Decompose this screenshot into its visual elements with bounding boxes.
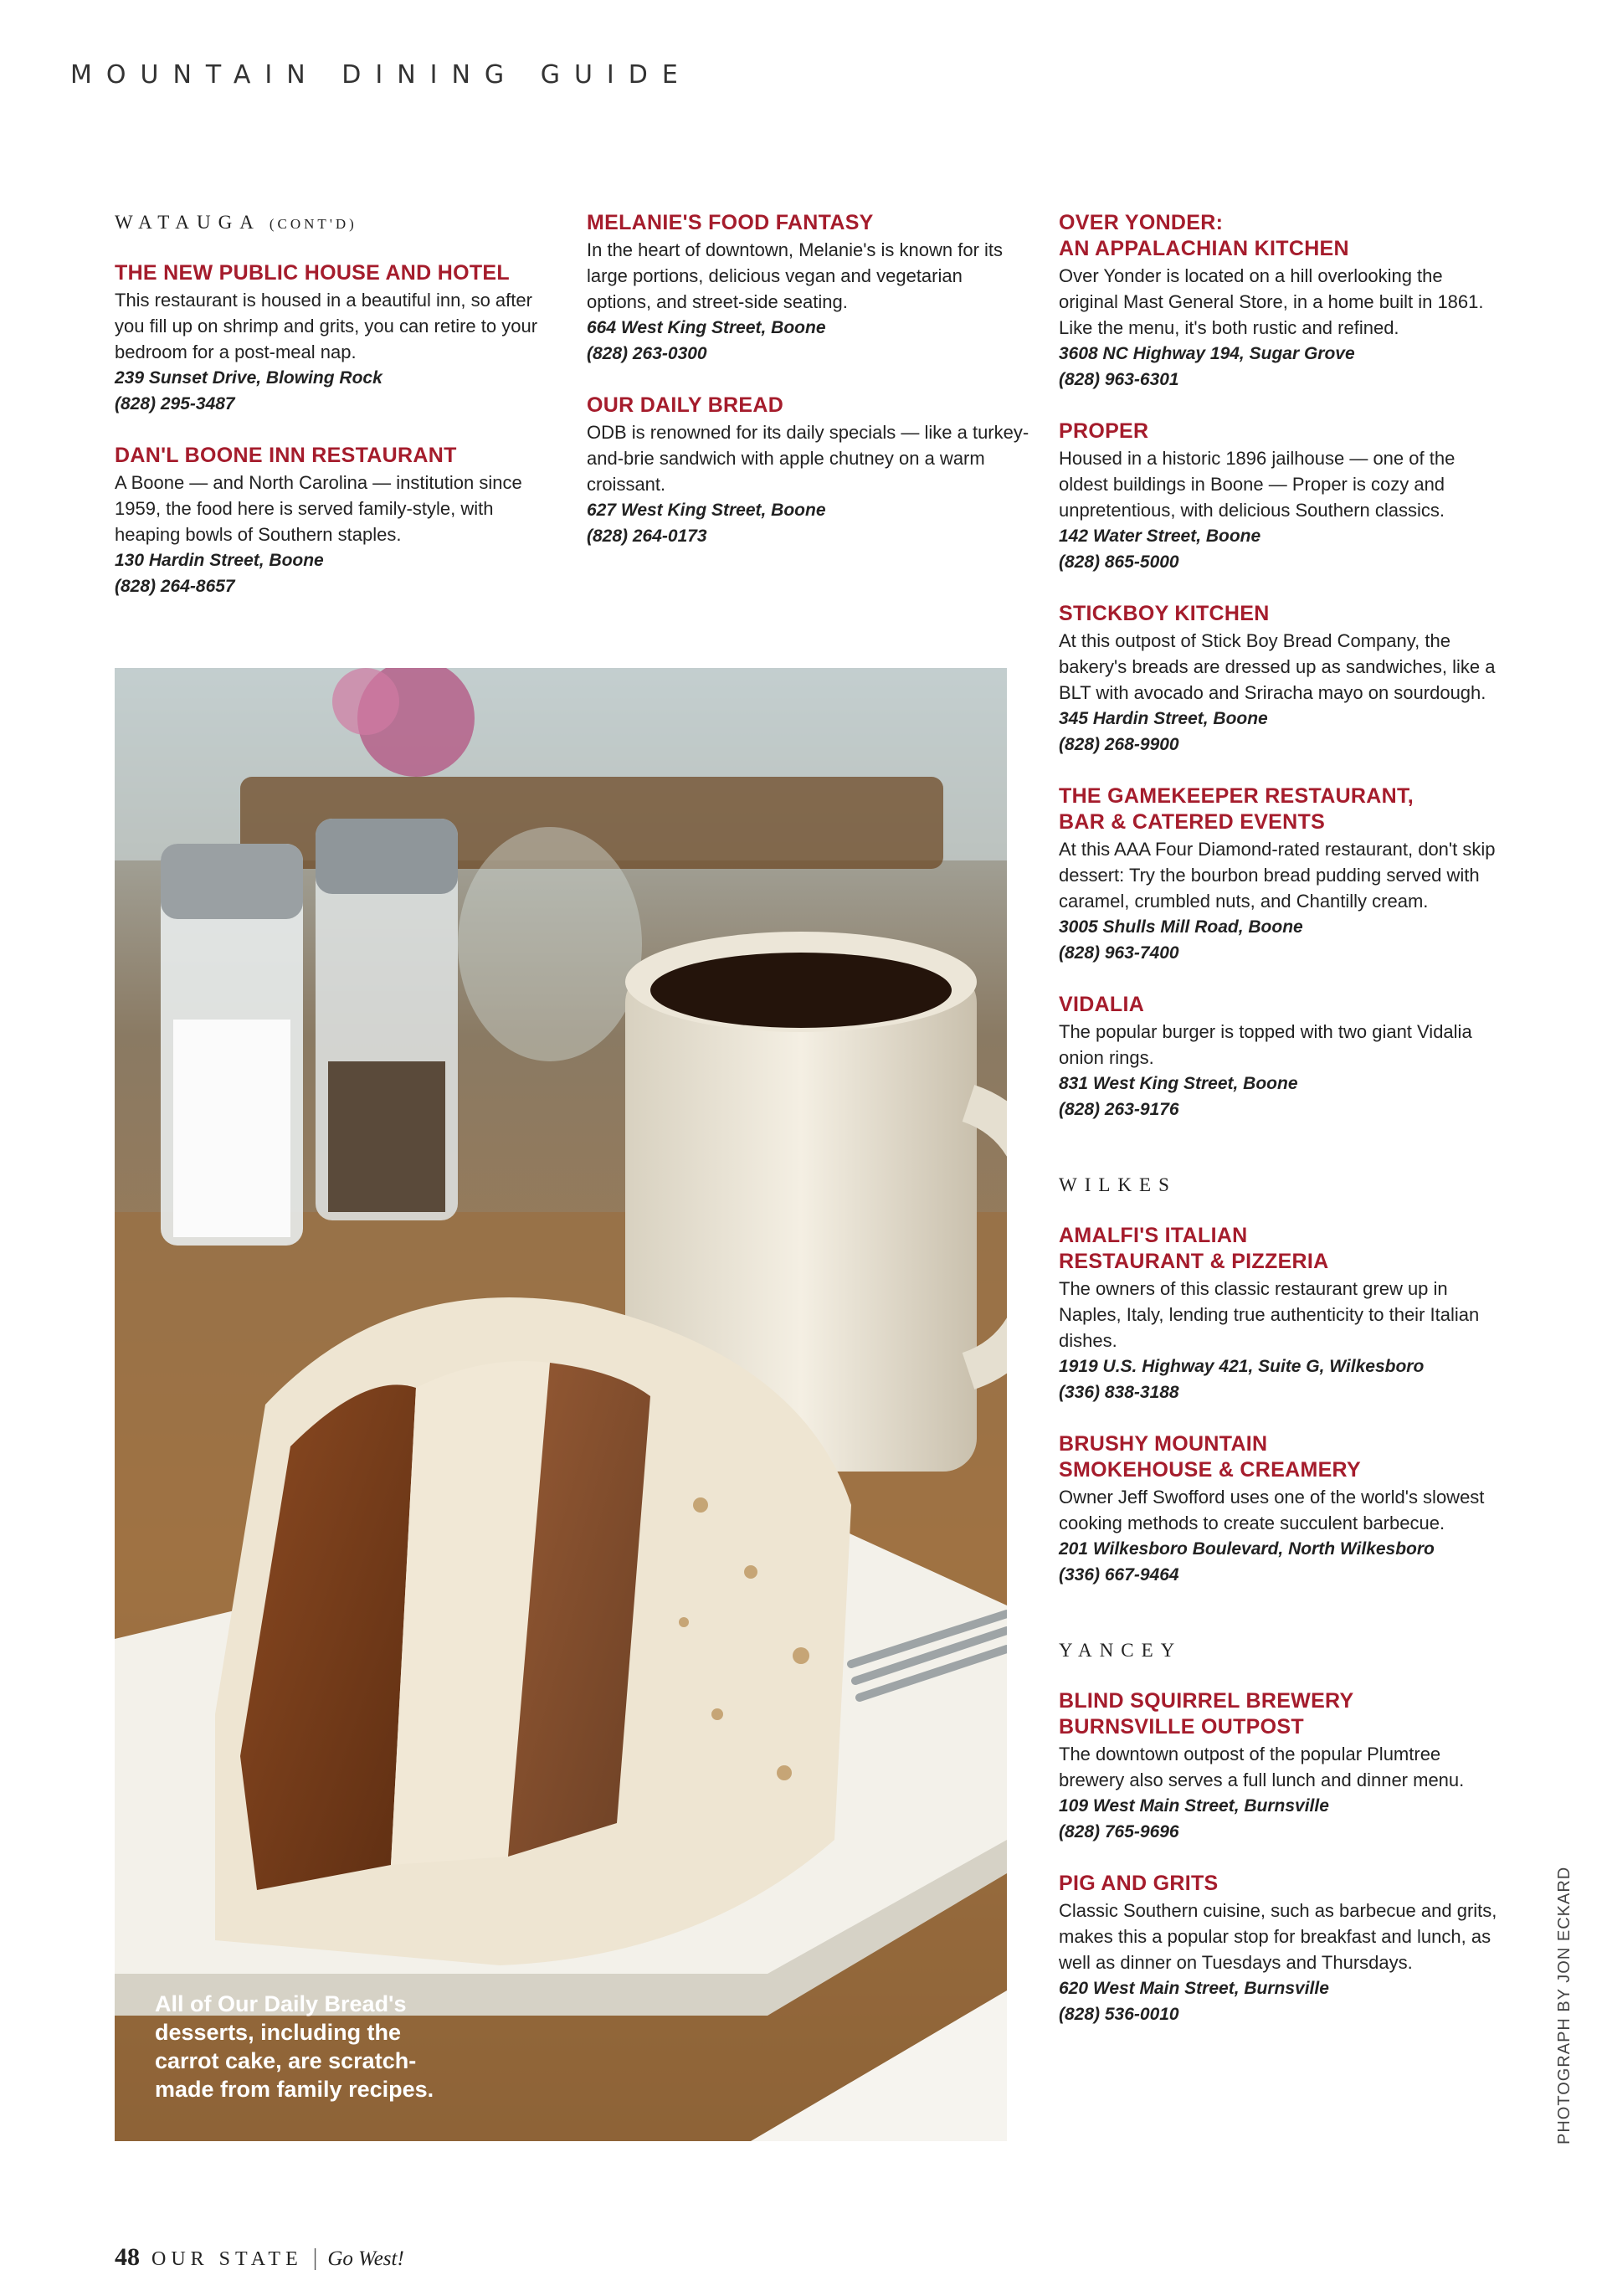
restaurant-phone: (828) 264-8657 — [115, 577, 235, 596]
region-heading-yancey: YANCEY — [1059, 1640, 1183, 1661]
restaurant-address: 109 West Main Street, Burnsville — [1059, 1796, 1329, 1816]
restaurant-phone: (828) 263-9176 — [1059, 1100, 1179, 1119]
restaurant-entry — [115, 443, 558, 599]
restaurant-phone: (828) 765-9696 — [1059, 1822, 1179, 1841]
restaurant-description: Owner Jeff Swofford uses one of the world's slowest cooking methods to create succulent barbecue. — [1059, 1487, 1485, 1533]
restaurant-address: 345 Hardin Street, Boone — [1059, 709, 1268, 728]
restaurant-address: 201 Wilkesboro Boulevard, North Wilkesboro — [1059, 1539, 1435, 1559]
restaurant-address: 831 West King Street, Boone — [1059, 1074, 1298, 1093]
photo-credit: PHOTOGRAPH BY JON ECKARD — [1555, 1866, 1574, 2144]
restaurant-name: PIG AND GRITS — [1059, 1872, 1219, 1895]
column-right — [1059, 210, 1502, 2053]
restaurant-description: At this AAA Four Diamond-rated restaurant, don't skip dessert: Try the bourbon bread pudding served with caramel, crumbled nuts, and Chantilly cream. — [1059, 839, 1496, 912]
issue-title: Go West! — [327, 2247, 404, 2270]
restaurant-entry — [1059, 601, 1502, 758]
restaurant-name: OUR DAILY BREAD — [587, 393, 784, 417]
restaurant-description: Classic Southern cuisine, such as barbecue and grits, makes this a popular stop for breakfast and lunch, as well as dinner on Tuesdays and Thursdays. — [1059, 1900, 1497, 1973]
column-middle — [587, 210, 1030, 575]
cake-photograph — [115, 668, 1007, 2141]
restaurant-phone: (828) 963-6301 — [1059, 370, 1179, 389]
restaurant-description: In the heart of downtown, Melanie's is known for its large portions, delicious vegan and vegetarian options, and street-side seating. — [587, 239, 1004, 312]
restaurant-description: The downtown outpost of the popular Plumtree brewery also serves a full lunch and dinner menu. — [1059, 1744, 1465, 1790]
restaurant-description: ODB is renowned for its daily specials — like a turkey-and-brie sandwich with apple chutney on a warm croissant. — [587, 422, 1029, 495]
restaurant-address: 664 West King Street, Boone — [587, 318, 826, 337]
restaurant-name: MELANIE'S FOOD FANTASY — [587, 211, 874, 234]
restaurant-entry — [1059, 992, 1502, 1122]
restaurant-phone: (828) 268-9900 — [1059, 735, 1179, 754]
restaurant-address: 620 West Main Street, Burnsville — [1059, 1979, 1329, 1998]
restaurant-description: This restaurant is housed in a beautiful inn, so after you fill up on shrimp and grits, you can retire to your bedroom for a post-meal nap. — [115, 290, 538, 362]
region-heading-wilkes: WILKES — [1059, 1174, 1177, 1195]
restaurant-name: STICKBOY KITCHEN — [1059, 602, 1270, 625]
restaurant-phone: (336) 667-9464 — [1059, 1565, 1179, 1585]
restaurant-address: 142 Water Street, Boone — [1059, 526, 1261, 546]
restaurant-phone: (828) 295-3487 — [115, 394, 235, 413]
region-heading-watauga: WATAUGA (CONT'D) — [115, 212, 357, 233]
footer-separator: | — [312, 2245, 318, 2271]
restaurant-description: At this outpost of Stick Boy Bread Company, the bakery's breads are dressed up as sandwiches, like a BLT with avocado and Sriracha mayo on sourdough. — [1059, 630, 1496, 703]
restaurant-name: PROPER — [1059, 419, 1149, 443]
restaurant-name: VIDALIA — [1059, 993, 1145, 1016]
restaurant-address: 1919 U.S. Highway 421, Suite G, Wilkesboro — [1059, 1357, 1425, 1376]
restaurant-description: A Boone — and North Carolina — institution since 1959, the food here is served family-style, with heaping bowls of Southern staples. — [115, 472, 522, 545]
restaurant-description: Housed in a historic 1896 jailhouse — one of the oldest buildings in Boone — Proper is cozy and unpretentious, with delicious Southern classics. — [1059, 448, 1456, 521]
restaurant-description: The owners of this classic restaurant grew up in Naples, Italy, lending true authenticity to their Italian dishes. — [1059, 1278, 1480, 1351]
restaurant-address: 3005 Shulls Mill Road, Boone — [1059, 917, 1303, 937]
restaurant-entry — [587, 210, 1030, 367]
restaurant-entry — [1059, 210, 1502, 393]
restaurant-entry — [1059, 1688, 1502, 1845]
restaurant-name: DAN'L BOONE INN RESTAURANT — [115, 444, 457, 467]
restaurant-address: 627 West King Street, Boone — [587, 501, 826, 520]
restaurant-phone: (828) 536-0010 — [1059, 2005, 1179, 2024]
restaurant-address: 239 Sunset Drive, Blowing Rock — [115, 368, 382, 388]
column-left — [115, 212, 558, 625]
restaurant-phone: (828) 865-5000 — [1059, 552, 1179, 572]
restaurant-entry — [1059, 783, 1502, 966]
restaurant-description: Over Yonder is located on a hill overlooking the original Mast General Store, in a home built in 1861. Like the menu, it's both rustic and refined. — [1059, 265, 1484, 338]
running-header: MOUNTAIN DINING GUIDE — [70, 60, 692, 90]
restaurant-name: THE NEW PUBLIC HOUSE AND HOTEL — [115, 261, 510, 285]
page-number: 48 — [115, 2243, 140, 2271]
restaurant-entry — [1059, 419, 1502, 575]
restaurant-name: BRUSHY MOUNTAIN SMOKEHOUSE & CREAMERY — [1059, 1432, 1361, 1482]
restaurant-name: OVER YONDER: AN APPALACHIAN KITCHEN — [1059, 211, 1349, 260]
restaurant-name: THE GAMEKEEPER RESTAURANT, BAR & CATERED EVENTS — [1059, 784, 1414, 834]
region-note: (CONT'D) — [269, 216, 357, 232]
restaurant-address: 130 Hardin Street, Boone — [115, 551, 324, 570]
cake-illustration — [115, 668, 1007, 2141]
restaurant-entry — [115, 260, 558, 417]
restaurant-name: AMALFI'S ITALIAN RESTAURANT & PIZZERIA — [1059, 1224, 1329, 1273]
magazine-name: OUR STATE — [151, 2248, 303, 2270]
photo-caption: All of Our Daily Bread's desserts, including the carrot cake, are scratch-made from family recipes. — [155, 1991, 434, 2102]
restaurant-address: 3608 NC Highway 194, Sugar Grove — [1059, 344, 1355, 363]
restaurant-phone: (336) 838-3188 — [1059, 1383, 1179, 1402]
restaurant-entry — [587, 393, 1030, 549]
page-footer — [115, 2243, 404, 2272]
restaurant-entry — [1059, 1223, 1502, 1405]
restaurant-entry — [1059, 1431, 1502, 1588]
restaurant-description: The popular burger is topped with two giant Vidalia onion rings. — [1059, 1021, 1472, 1068]
restaurant-phone: (828) 263-0300 — [587, 344, 707, 363]
restaurant-phone: (828) 963-7400 — [1059, 943, 1179, 963]
restaurant-phone: (828) 264-0173 — [587, 526, 707, 546]
restaurant-entry — [1059, 1871, 1502, 2027]
restaurant-name: BLIND SQUIRREL BREWERY BURNSVILLE OUTPOST — [1059, 1689, 1354, 1739]
